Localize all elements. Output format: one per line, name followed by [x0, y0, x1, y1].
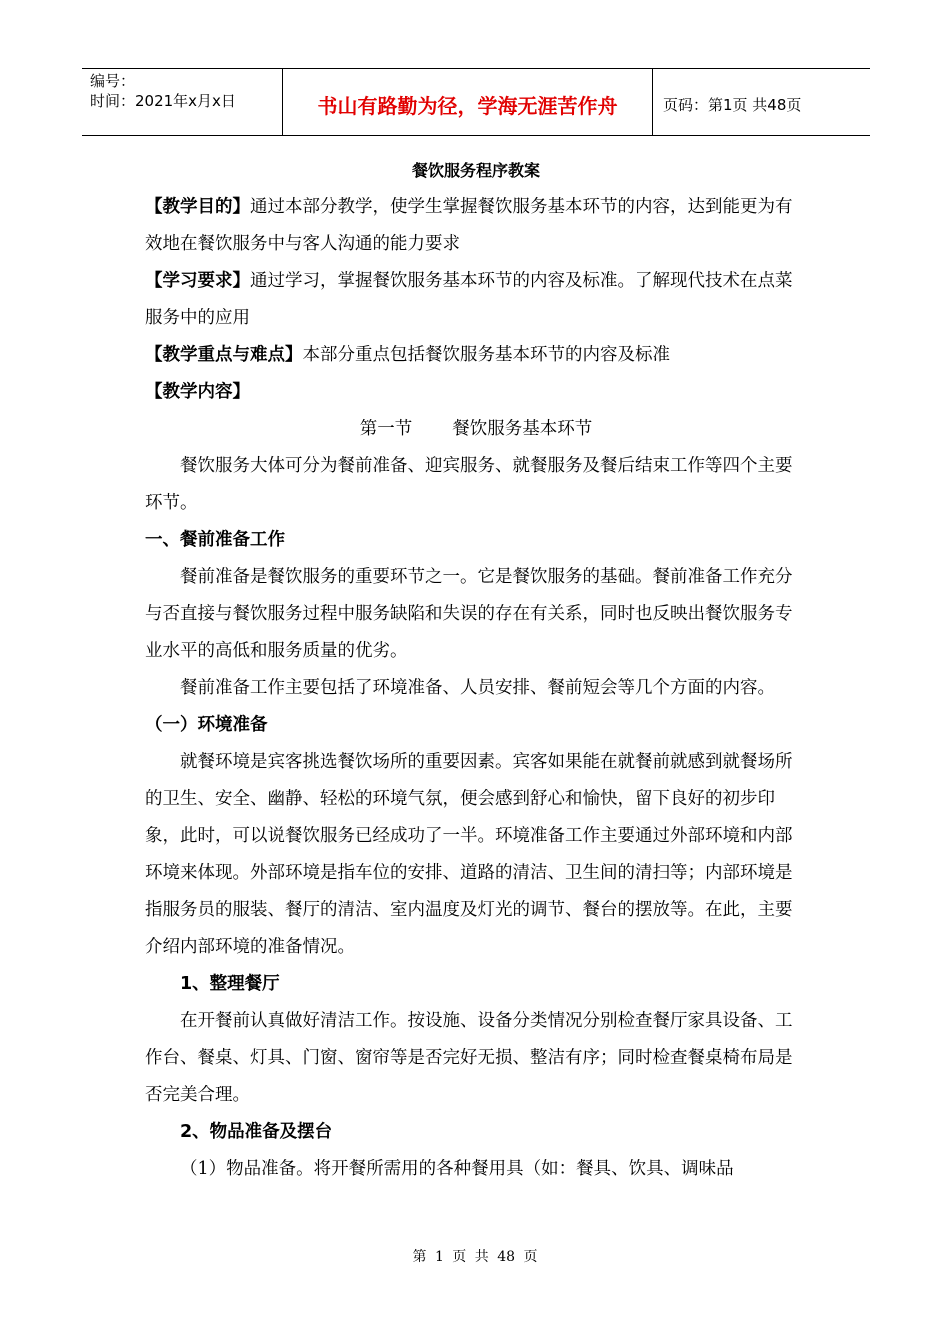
requirement-paragraph	[145, 263, 807, 337]
header-meta	[82, 69, 282, 135]
paragraph-2: 餐前准备工作主要包括了环境准备、人员安排、餐前短会等几个方面的内容。	[180, 678, 775, 698]
heading-environment-prep: （一）环境准备	[145, 715, 268, 735]
document-title: 餐饮服务程序教案	[411, 161, 540, 180]
content-label: 【教学内容】	[145, 382, 250, 402]
paragraph-5: （1）物品准备。将开餐所需用的各种餐用具（如：餐具、饮具、调味品	[180, 1159, 734, 1179]
header-page-info	[653, 69, 870, 135]
requirement-text: 通过学习，掌握餐饮服务基本环节的内容及标准。了解现代技术在点菜服务中的应用	[145, 271, 793, 328]
paragraph-4: 在开餐前认真做好清洁工作。按设施、设备分类情况分别检查餐厅家具设备、工作台、餐桌、灯具、门窗、窗帘等是否完好无损、整洁有序；同时检查餐桌椅布局是否完美合理。	[145, 1011, 793, 1105]
section-title	[145, 411, 807, 448]
intro-paragraph: 餐饮服务大体可分为餐前准备、迎宾服务、就餐服务及餐后结束工作等四个主要环节。	[145, 456, 793, 513]
footer-page-number: 第 1 页 共 48 页	[412, 1249, 538, 1265]
heading-pre-meal-prep: 一、餐前准备工作	[145, 530, 285, 550]
focus-text: 本部分重点包括餐饮服务基本环节的内容及标准	[302, 345, 670, 365]
focus-label: 【教学重点与难点】	[145, 345, 303, 365]
focus-paragraph	[145, 337, 807, 374]
section-number: 第一节	[359, 419, 413, 439]
paragraph-1: 餐前准备是餐饮服务的重要环节之一。它是餐饮服务的基础。餐前准备工作充分与否直接与餐饮服务过程中服务缺陷和失误的存在有关系，同时也反映出餐饮服务专业水平的高低和服务质量的优劣。	[145, 567, 793, 661]
paragraph-3: 就餐环境是宾客挑选餐饮场所的重要因素。宾客如果能在就餐前就感到就餐场所的卫生、安全、幽静、轻松的环境气氛，便会感到舒心和愉快，留下良好的初步印象，此时，可以说餐饮服务已经成功了一半。环境准备工作主要通过外部环境和内部环境来体现。外部环境是指车位的安排、道路的清洁、卫生间的清扫等；内部环境是指服务员的服装、餐厅的清洁、室内温度及灯光的调节、餐台的摆放等。在此，主要介绍内部环境的准备情况。	[145, 752, 793, 957]
date-label: 时间：2021年x月x日	[90, 92, 236, 110]
number-label: 编号：	[90, 72, 136, 90]
heading-items-setup: 2、物品准备及摆台	[180, 1122, 333, 1142]
requirement-label: 【学习要求】	[145, 271, 250, 291]
page-header	[82, 68, 870, 136]
objective-text: 通过本部分教学，使学生掌握餐饮服务基本环节的内容，达到能更为有效地在餐饮服务中与客人沟通的能力要求	[145, 197, 793, 254]
header-motto	[282, 69, 653, 135]
page-footer	[0, 1246, 950, 1266]
page-info-text: 页码：第1页 共48页	[663, 95, 802, 114]
section-name: 餐饮服务基本环节	[452, 419, 593, 439]
objective-paragraph	[145, 189, 807, 263]
objective-label: 【教学目的】	[145, 197, 250, 217]
document-body	[145, 152, 807, 1188]
heading-tidy-restaurant: 1、整理餐厅	[180, 974, 280, 994]
motto-text: 书山有路勤为径，学海无涯苦作舟	[317, 93, 618, 118]
